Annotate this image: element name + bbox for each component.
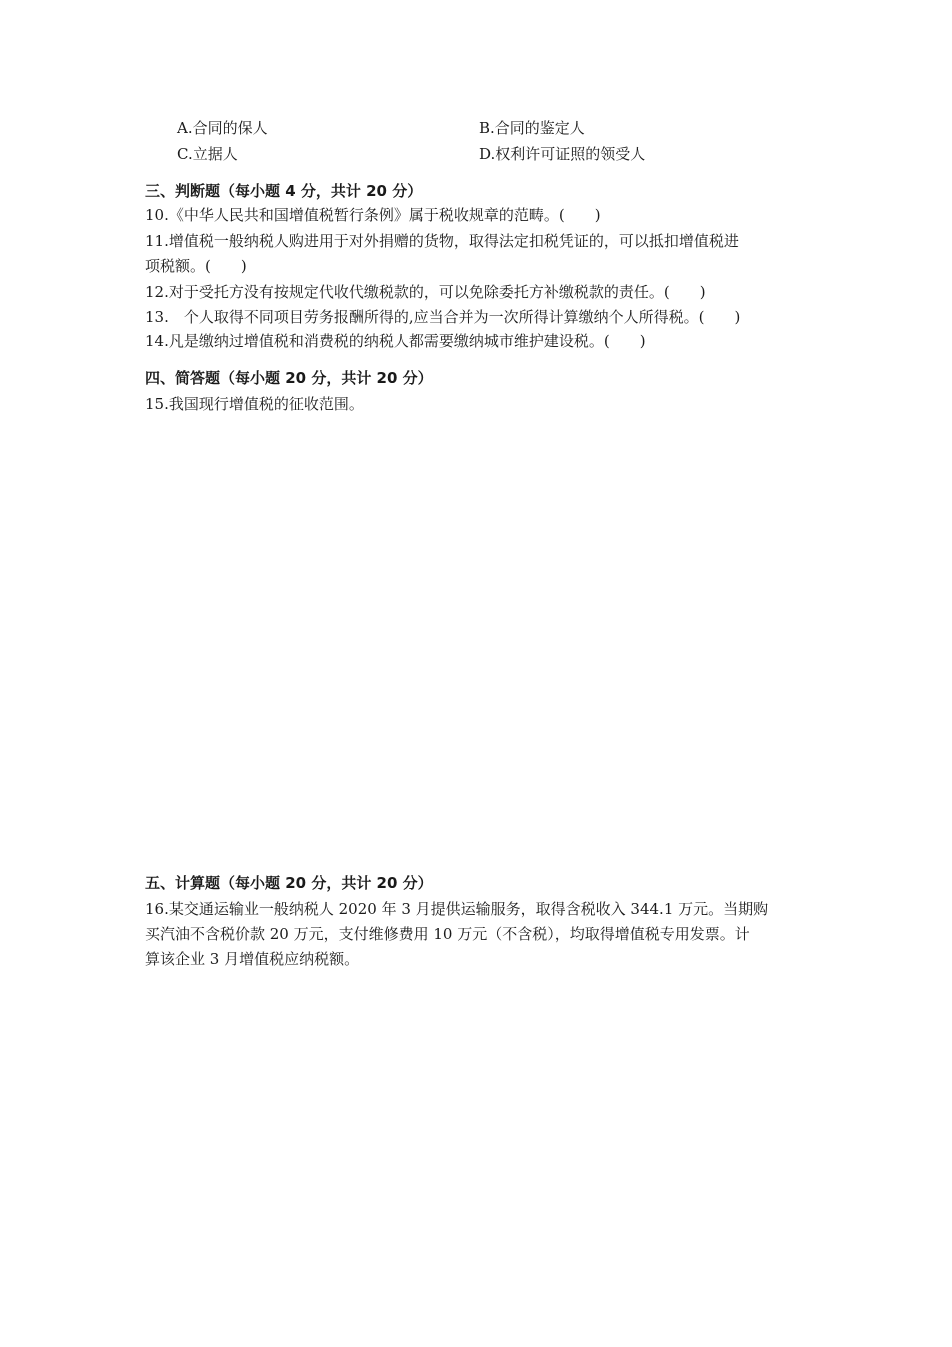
question-15: 15.我国现行增值税的征收范围。 [145,395,364,413]
section-5-heading: 五、计算题（每小题 20 分，共计 20 分） [145,874,433,892]
section-3-heading: 三、判断题（每小题 4 分，共计 20 分） [145,182,423,200]
question-16-line-3: 算该企业 3 月增值税应纳税额。 [145,950,360,968]
question-14: 14.凡是缴纳过增值税和消费税的纳税人都需要缴纳城市维护建设税。( ) [145,332,646,350]
choice-b: B.合同的鉴定人 [479,119,585,137]
question-12: 12.对于受托方没有按规定代收代缴税款的，可以免除委托方补缴税款的责任。( ) [145,283,706,301]
choice-a: A.合同的保人 [177,119,268,137]
question-11-line-1: 11.增值税一般纳税人购进用于对外捐赠的货物，取得法定扣税凭证的，可以抵扣增值税进 [145,232,739,250]
question-13: 13. 个人取得不同项目劳务报酬所得的,应当合并为一次所得计算缴纳个人所得税。( ) [145,308,741,326]
choice-d: D.权利许可证照的领受人 [479,145,646,163]
question-11-line-2: 项税额。( ) [145,257,247,275]
section-4-heading: 四、简答题（每小题 20 分，共计 20 分） [145,369,433,387]
question-16-line-2: 买汽油不含税价款 20 万元，支付维修费用 10 万元（不含税），均取得增值税专用发票。计 [145,925,750,943]
question-16-line-1: 16.某交通运输业一般纳税人 2020 年 3 月提供运输服务，取得含税收入 344.1 万元。当期购 [145,900,769,918]
question-10: 10.《中华人民共和国增值税暂行条例》属于税收规章的范畴。( ) [145,206,601,224]
choice-c: C.立据人 [177,145,238,163]
